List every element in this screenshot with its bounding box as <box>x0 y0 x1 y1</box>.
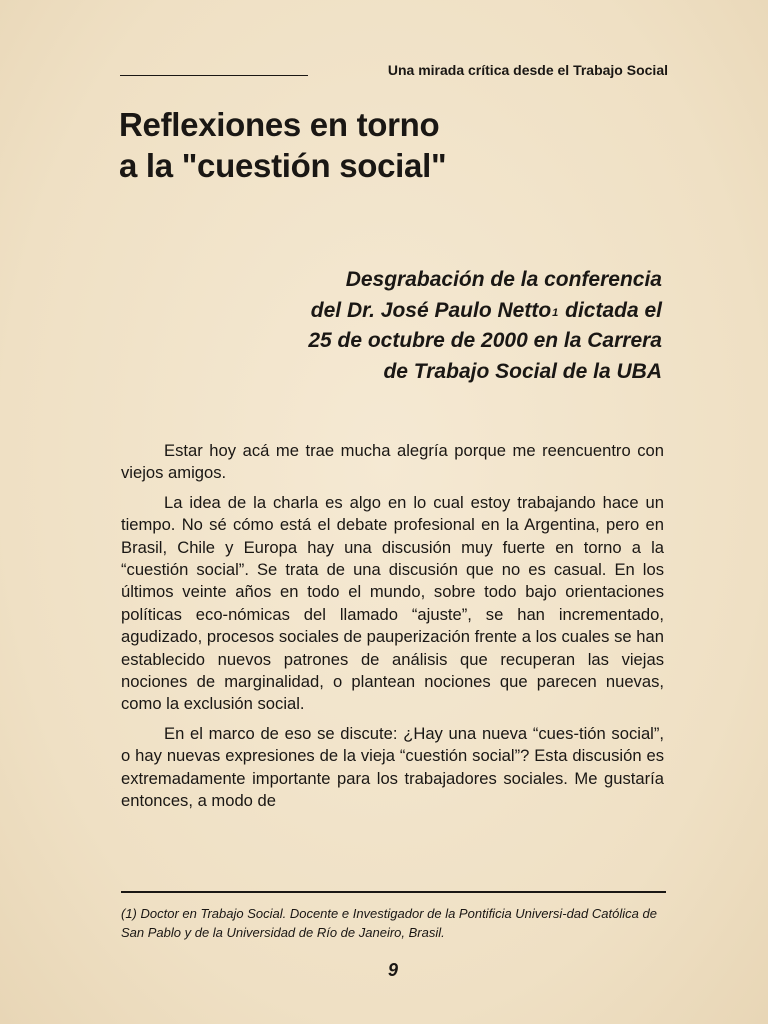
article-subtitle <box>142 265 662 387</box>
article-title <box>119 104 639 186</box>
footnote: (1) Doctor en Trabajo Social. Docente e Investigador de la Pontificia Universi-dad Católica de San Pablo y de la Universidad de Río de Janeiro, Brasil. <box>121 906 657 940</box>
article-body <box>121 440 664 820</box>
footnote-marker: 1 <box>552 306 559 319</box>
subtitle-line-2 <box>142 296 662 327</box>
page-number: 9 <box>387 960 398 980</box>
paragraph: La idea de la charla es algo en lo cual estoy trabajando hace un tiempo. No sé cómo está el debate profesional en la Argentina, pero en Brasil, Chile y Europa hay una discusión muy fuerte en torno a la “cuestión social”. Se trata de una discusión que no es casual. En los últimos veinte años en todo el mundo, sobre todo bajo orientaciones políticas eco-nómicas del llamado “ajuste”, se han incrementado, agudizado, procesos sociales de pauperización frente a los cuales se han establecido nuevos patrones de análisis que recuperan las viejas nociones de marginalidad, o plantean nociones que parecen nuevas, como la exclusión social. <box>121 492 664 714</box>
footnote-rule <box>121 891 666 893</box>
title-line-1: Reflexiones en torno <box>119 106 440 143</box>
running-title: Una mirada crítica desde el Trabajo Social <box>387 62 668 78</box>
running-header <box>120 62 668 84</box>
subtitle-line-4: de Trabajo Social de la UBA <box>383 359 662 383</box>
subtitle-line-3: 25 de octubre de 2000 en la Carrera <box>308 329 662 352</box>
header-rule <box>120 75 308 76</box>
paragraph: Estar hoy acá me trae mucha alegría porque me reencuentro con viejos amigos. <box>121 441 664 483</box>
paragraph: En el marco de eso se discute: ¿Hay una nueva “cues-tión social”, o hay nuevas expresiones de la vieja “cuestión social”? Esta discusión es extremadamente importante para los trabajadores sociales. Me gustaría entonces, a modo de <box>121 723 664 811</box>
title-line-2: a la "cuestión social" <box>119 147 447 184</box>
subtitle-line-2-end: dictada el <box>559 298 662 322</box>
subtitle-line-1: Desgrabación de la conferencia <box>345 268 662 291</box>
subtitle-author: del Dr. José Paulo Netto <box>310 298 552 322</box>
